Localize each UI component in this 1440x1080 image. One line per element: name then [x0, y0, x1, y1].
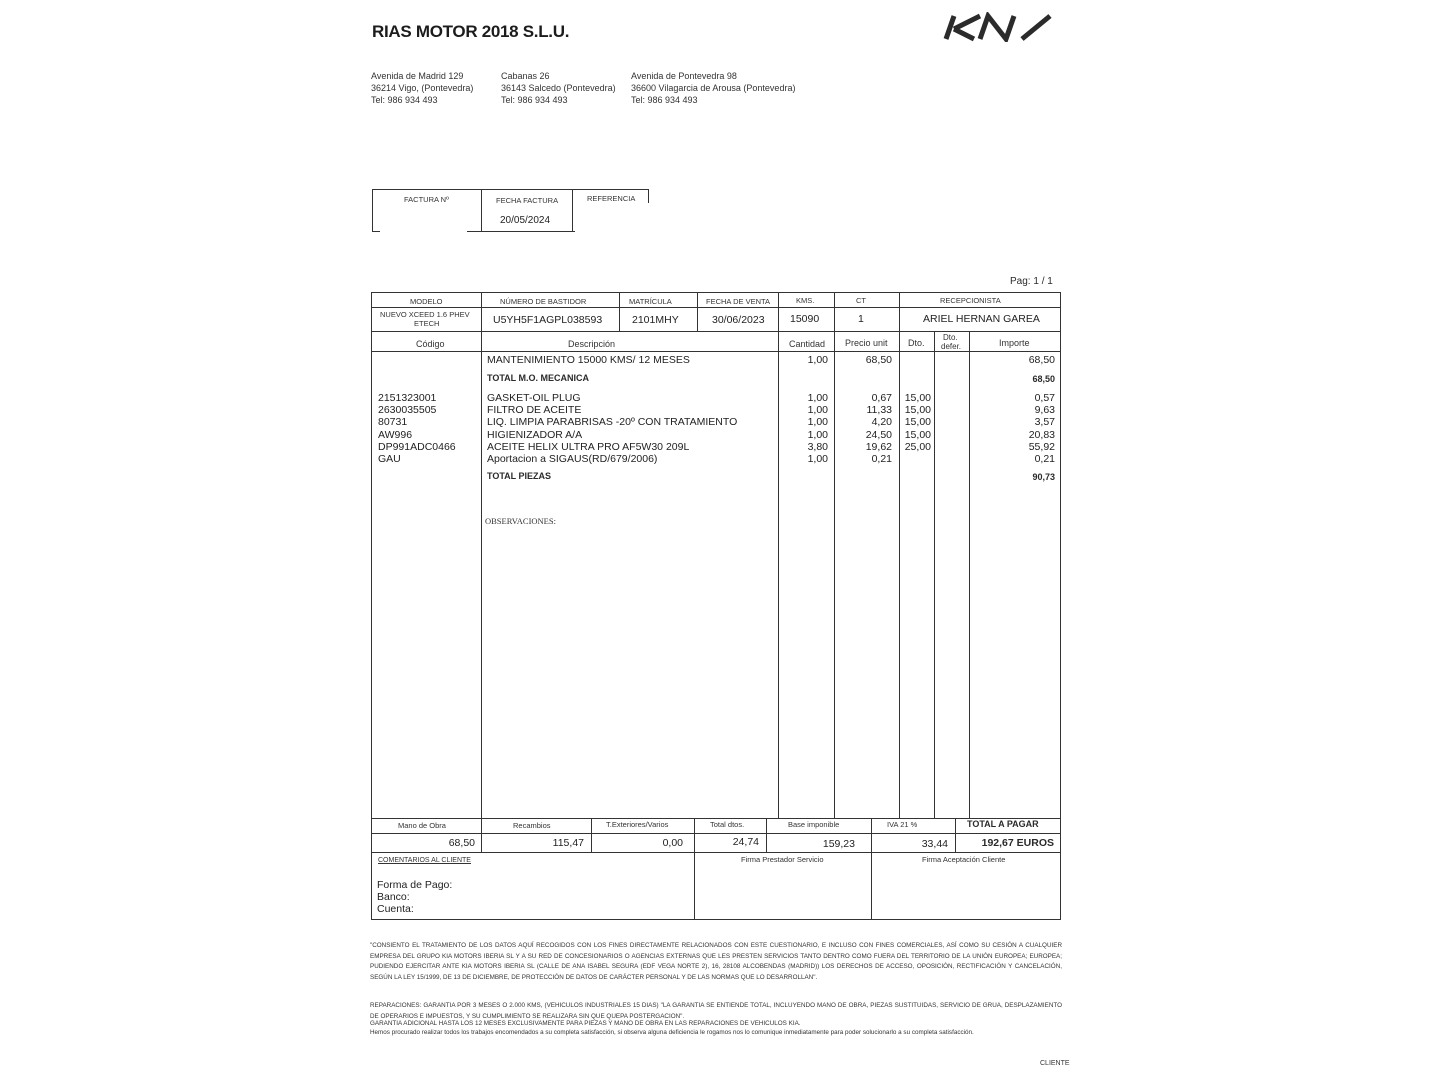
col-cantidad: Cantidad	[789, 339, 826, 349]
modelo-value-2: ETECH	[414, 319, 440, 328]
part-importe: 3,57	[1034, 416, 1055, 429]
ct-label: CT	[856, 296, 866, 305]
bastidor-label: NÚMERO DE BASTIDOR	[500, 297, 587, 306]
legal-satisfaccion: Hemos procurado realizar todos los trabajos encomendados a su completa satisfacción, si observa alguna deficiencia le rogamos nos lo comunique inmediatamente para poder solucionarlo a su completa satisfacción.	[370, 1029, 974, 1036]
part-precio: 0,21	[871, 453, 892, 465]
fecha-venta-label: FECHA DE VENTA	[706, 297, 771, 306]
part-importe: 20,83	[1028, 428, 1055, 441]
part-codigo: 2630035505	[378, 404, 437, 417]
part-precio: 19,62	[865, 440, 892, 453]
total-recambios-value: 115,47	[552, 837, 584, 849]
part-descripcion: ACEITE HELIX ULTRA PRO AF5W30 209L	[487, 440, 690, 453]
part-cantidad: 1,00	[807, 416, 828, 429]
part-dto: 15,00	[904, 392, 931, 404]
referencia-label: REFERENCIA	[587, 194, 636, 203]
total-mano-obra-value: 68,50	[448, 837, 475, 849]
part-dto: 25,00	[904, 440, 931, 453]
ct-value: 1	[858, 313, 864, 325]
part-precio: 0,67	[871, 392, 892, 404]
part-descripcion: Aportacion a SIGAUS(RD/679/2006)	[487, 453, 658, 465]
total-exteriores-value: 0,00	[662, 837, 683, 849]
part-precio: 24,50	[865, 428, 892, 441]
total-pagar-value: 192,67 EUROS	[981, 837, 1054, 849]
factura-label: FACTURA Nº	[404, 195, 449, 204]
firma-prestador-label: Firma Prestador Servicio	[741, 855, 824, 864]
part-codigo: AW996	[378, 428, 413, 441]
recepcionista-value: ARIEL HERNAN GAREA	[923, 313, 1040, 325]
col-codigo: Código	[416, 339, 445, 349]
company-name: RIAS MOTOR 2018 S.L.U.	[372, 22, 570, 41]
part-descripcion: FILTRO DE ACEITE	[487, 404, 582, 417]
total-pagar-label: TOTAL A PAGAR	[967, 819, 1039, 829]
address-1: Avenida de Madrid 129 36214 Vigo, (Pontevedra) Tel: 986 934 493	[371, 71, 474, 105]
matricula-value: 2101MHY	[632, 314, 679, 326]
part-importe: 0,57	[1034, 392, 1055, 404]
kia-logo	[940, 12, 1060, 42]
base-imponible-label: Base imponible	[788, 820, 840, 829]
legal-reparaciones: REPARACIONES: GARANTIA POR 3 MESES O 2.000 KMS, (VEHICULOS INDUSTRIALES 15 DIAS) "LA GARANTIA SE ENTIENDE TOTAL, INCLUYENDO MANO DE OBRA, PIEZAS SUSTITUIDAS, SERVICIO DE GRUA, DESPLAZAMIENTO DE OPERARIOS E IMPUESTOS, Y SU CUMPLIMIENTO SE REALIZARA SIN QUE QUEPA POSTERGACION".	[370, 1002, 1062, 1020]
copy-label: CLIENTE	[1040, 1060, 1070, 1067]
page-indicator: Pag: 1 / 1	[1010, 276, 1053, 287]
col-importe: Importe	[999, 338, 1030, 348]
part-dto: 15,00	[904, 428, 931, 441]
fecha-factura-label: FECHA FACTURA	[496, 196, 559, 205]
total-dtos-value: 24,74	[732, 836, 759, 848]
part-cantidad: 1,00	[807, 404, 828, 417]
kms-label: KMS.	[796, 296, 815, 305]
part-cantidad: 1,00	[807, 428, 828, 441]
col-dto-defer-2: defer.	[941, 342, 962, 351]
invoice-header-box	[372, 189, 649, 232]
modelo-value-1: NUEVO XCEED 1.6 PHEV	[380, 310, 470, 319]
fecha-venta-value: 30/06/2023	[712, 314, 765, 326]
total-recambios-label: Recambios	[513, 821, 551, 830]
labor-total-label: TOTAL M.O. MECANICA	[487, 373, 589, 383]
iva-value: 33,44	[921, 838, 948, 850]
total-mano-obra-label: Mano de Obra	[398, 821, 446, 830]
parts-total-label: TOTAL PIEZAS	[487, 471, 552, 481]
col-dto: Dto.	[908, 338, 925, 348]
banco-label: Banco:	[377, 891, 410, 903]
recepcionista-label: RECEPCIONISTA	[940, 296, 1001, 305]
total-exteriores-label: T.Exteriores/Varios	[606, 820, 669, 829]
bastidor-value: U5YH5F1AGPL038593	[493, 314, 603, 326]
part-cantidad: 1,00	[807, 453, 828, 465]
labor-precio: 68,50	[865, 354, 892, 366]
iva-label: IVA 21 %	[887, 820, 918, 829]
part-precio: 11,33	[866, 404, 892, 417]
total-dtos-label: Total dtos.	[710, 820, 745, 829]
part-codigo: GAU	[378, 453, 401, 465]
cuenta-label: Cuenta:	[377, 903, 414, 915]
fecha-factura-value: 20/05/2024	[500, 215, 551, 226]
labor-cantidad: 1,00	[807, 354, 828, 366]
legal-consent: "CONSIENTO EL TRATAMIENTO DE LOS DATOS AQUÍ RECOGIDOS CON LOS FINES DIRECTAMENTE RELACIONADOS CON ESTE CUESTIONARIO, E INCLUSO CON FINES COMERCIALES, ASÍ COMO SU CESIÓN A CUALQUIER EMPRESA DEL GRUPO KIA MOTORS IBERIA SL Y A SU RED DE CONCESIONARIOS O AGENCIAS EXTERNAS QUE LES PRESTEN SERVICIOS TANTO DENTRO COMO FUERA DEL TERRITORIO DE LA UNIÓN EUROPEA; EUROPEA; PUDIENDO EJERCITAR ANTE KIA MOTORS IBERIA SL (CALLE DE ANA ISABEL SEGURA (EDF VEGA NORTE 2), 16, 28108 ALCOBENDAS (MADRID)) LOS DERECHOS DE ACCESO, OPOSICIÓN, RECTIFICACIÓN Y CANCELACIÓN, SEGÚN LA LEY 15/1999, DE 13 DE DICIEMBRE, DE PROTECCIÓN DE DATOS DE CARÁCTER PERSONAL Y DE LAS NORMAS QUE LO DESARROLLAN".	[370, 942, 1062, 981]
legal-garantia: GARANTIA ADICIONAL HASTA LOS 12 MESES EXCLUSIVAMENTE PARA PIEZAS Y MANO DE OBRA EN LAS REPARACIONES DE VEHICULOS KIA.	[370, 1020, 801, 1027]
labor-descripcion: MANTENIMIENTO 15000 KMS/ 12 MESES	[487, 354, 690, 366]
part-codigo: DP991ADC0466	[378, 440, 456, 453]
labor-importe: 68,50	[1028, 354, 1055, 366]
firma-cliente-label: Firma Aceptación Cliente	[922, 855, 1006, 864]
invoice-main-table	[371, 292, 1061, 920]
kms-value: 15090	[790, 313, 820, 325]
part-importe: 0,21	[1034, 453, 1055, 465]
base-imponible-value: 159,23	[822, 838, 855, 850]
col-descripcion: Descripción	[568, 339, 616, 349]
part-descripcion: LIQ. LIMPIA PARABRISAS -20º CON TRATAMIENTO	[487, 416, 738, 429]
part-importe: 55,92	[1028, 440, 1055, 453]
part-importe: 9,63	[1034, 404, 1055, 417]
comentarios-label: COMENTARIOS AL CLIENTE	[378, 857, 471, 864]
labor-total-value: 68,50	[1032, 374, 1055, 384]
address-3: Avenida de Pontevedra 98 36600 Vilagarcia de Arousa (Pontevedra) Tel: 986 934 493	[631, 71, 796, 105]
part-codigo: 80731	[378, 416, 408, 429]
part-descripcion: GASKET-OIL PLUG	[487, 392, 581, 404]
part-codigo: 2151323001	[378, 392, 437, 404]
part-cantidad: 1,00	[807, 392, 828, 404]
part-dto: 15,00	[904, 404, 931, 417]
modelo-label: MODELO	[410, 297, 443, 306]
observaciones-label: OBSERVACIONES:	[485, 516, 556, 526]
parts-total-value: 90,73	[1032, 472, 1055, 482]
forma-pago-label: Forma de Pago:	[377, 879, 453, 891]
col-precio: Precio unit	[845, 338, 888, 348]
part-descripcion: HIGIENIZADOR A/A	[487, 428, 583, 441]
part-cantidad: 3,80	[807, 440, 828, 453]
part-precio: 4,20	[871, 416, 892, 429]
address-2: Cabanas 26 36143 Salcedo (Pontevedra) Tel: 986 934 493	[501, 71, 616, 105]
part-dto: 15,00	[904, 416, 931, 429]
matricula-label: MATRÍCULA	[629, 297, 672, 306]
col-dto-defer-1: Dto.	[943, 333, 958, 342]
